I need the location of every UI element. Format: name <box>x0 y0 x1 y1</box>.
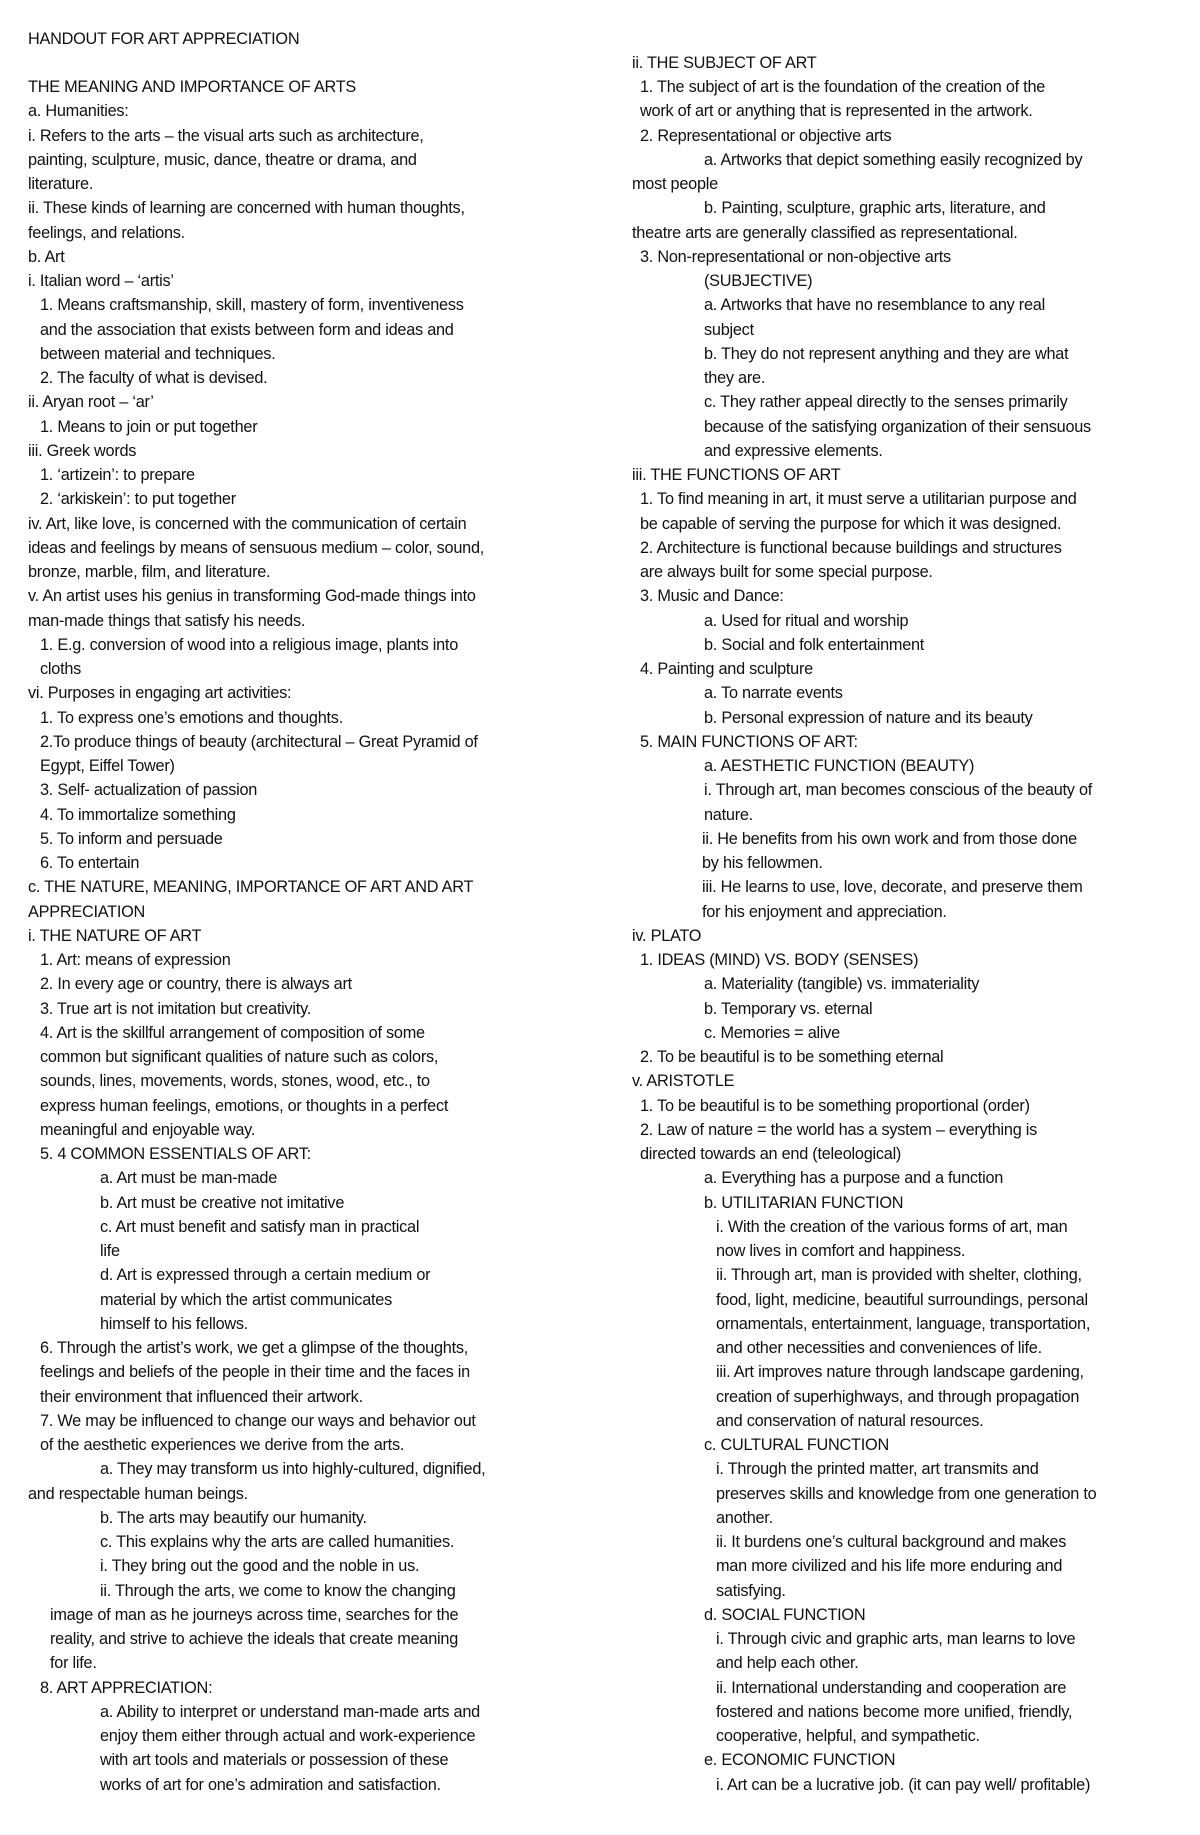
left-column-line-62: ii. Through the arts, we come to know the changing <box>100 1582 456 1600</box>
right-column-line-31: nature. <box>704 806 753 824</box>
left-column-line-33: c. THE NATURE, MEANING, IMPORTANCE OF ART AND ART <box>28 878 474 896</box>
right-column-line-58: i. Through the printed matter, art transmits and <box>716 1460 1039 1478</box>
right-column-line-8: 3. Non-representational or non-objective arts <box>640 248 951 266</box>
left-column-line-24: cloths <box>40 660 82 678</box>
right-column-line-36: iv. PLATO <box>632 927 702 945</box>
right-column-line-2: work of art or anything that is represented in the artwork. <box>640 102 1033 120</box>
left-column-line-21: v. An artist uses his genius in transforming God-made things into <box>28 587 476 605</box>
right-column-line-61: ii. It burdens one’s cultural background and makes <box>716 1533 1067 1551</box>
left-column-line-43: meaningful and enjoyable way. <box>40 1121 256 1139</box>
left-column-line-52: 6. Through the artist’s work, we get a glimpse of the thoughts, <box>40 1339 469 1357</box>
left-column-line-37: 2. In every age or country, there is always art <box>40 975 352 993</box>
left-column-line-20: bronze, marble, film, and literature. <box>28 563 271 581</box>
left-column-line-60: c. This explains why the arts are called humanities. <box>100 1533 455 1551</box>
right-column-line-55: creation of superhighways, and through propagation <box>716 1388 1080 1406</box>
left-column-line-10: and the association that exists between form and ideas and <box>40 321 454 339</box>
left-column-line-57: a. They may transform us into highly-cultured, dignified, <box>100 1460 486 1478</box>
right-column-line-42: v. ARISTOTLE <box>632 1072 735 1090</box>
right-column-line-9: (SUBJECTIVE) <box>704 272 813 290</box>
left-column-line-55: 7. We may be influenced to change our ways and behavior out <box>40 1412 476 1430</box>
right-column-line-16: and expressive elements. <box>704 442 883 460</box>
left-column-line-50: material by which the artist communicates <box>100 1291 392 1309</box>
right-column-line-20: 2. Architecture is functional because buildings and structures <box>640 539 1062 557</box>
left-column-line-47: c. Art must benefit and satisfy man in practical <box>100 1218 420 1236</box>
right-column-line-44: 2. Law of nature = the world has a system – everything is <box>640 1121 1038 1139</box>
left-column-line-35: i. THE NATURE OF ART <box>28 927 202 945</box>
left-column-line-30: 4. To immortalize something <box>40 806 236 824</box>
left-column-line-0: THE MEANING AND IMPORTANCE OF ARTS <box>28 78 357 96</box>
right-column-line-37: 1. IDEAS (MIND) VS. BODY (SENSES) <box>640 951 919 969</box>
left-column-line-2: i. Refers to the arts – the visual arts such as architecture, <box>28 127 424 145</box>
left-column-line-29: 3. Self- actualization of passion <box>40 781 258 799</box>
right-column-line-41: 2. To be beautiful is to be something eternal <box>640 1048 944 1066</box>
left-column-line-39: 4. Art is the skillful arrangement of composition of some <box>40 1024 425 1042</box>
right-column-line-43: 1. To be beautiful is to be something proportional (order) <box>640 1097 1030 1115</box>
right-column-line-18: 1. To find meaning in art, it must serve a utilitarian purpose and <box>640 490 1077 508</box>
left-column-line-23: 1. E.g. conversion of wood into a religious image, plants into <box>40 636 459 654</box>
right-column-line-25: 4. Painting and sculpture <box>640 660 813 678</box>
left-column-line-54: their environment that influenced their artwork. <box>40 1388 363 1406</box>
right-column-line-46: a. Everything has a purpose and a function <box>704 1169 1004 1187</box>
left-column-line-15: iii. Greek words <box>28 442 137 460</box>
right-column-line-15: because of the satisfying organization of their sensuous <box>704 418 1091 436</box>
left-column-line-8: i. Italian word – ‘artis’ <box>28 272 174 290</box>
left-column-line-36: 1. Art: means of expression <box>40 951 231 969</box>
right-column-line-71: i. Art can be a lucrative job. (it can pay well/ profitable) <box>716 1776 1091 1794</box>
right-column-line-49: now lives in comfort and happiness. <box>716 1242 966 1260</box>
left-column-line-16: 1. ‘artizein’: to prepare <box>40 466 195 484</box>
right-column-line-28: 5. MAIN FUNCTIONS OF ART: <box>640 733 858 751</box>
left-column-line-56: of the aesthetic experiences we derive from the arts. <box>40 1436 405 1454</box>
left-column-line-6: feelings, and relations. <box>28 224 185 242</box>
left-column-line-32: 6. To entertain <box>40 854 140 872</box>
right-column-line-0: ii. THE SUBJECT OF ART <box>632 54 817 72</box>
left-column-line-59: b. The arts may beautify our humanity. <box>100 1509 367 1527</box>
left-column-line-69: with art tools and materials or possession of these <box>100 1751 449 1769</box>
right-column-line-27: b. Personal expression of nature and its beauty <box>704 709 1033 727</box>
right-column-line-47: b. UTILITARIAN FUNCTION <box>704 1194 904 1212</box>
left-column-line-40: common but significant qualities of nature such as colors, <box>40 1048 439 1066</box>
left-column-line-11: between material and techniques. <box>40 345 276 363</box>
left-column-line-9: 1. Means craftsmanship, skill, mastery of form, inventiveness <box>40 296 464 314</box>
right-column-line-48: i. With the creation of the various forms of art, man <box>716 1218 1068 1236</box>
right-column-line-52: ornamentals, entertainment, language, transportation, <box>716 1315 1091 1333</box>
left-column-line-26: 1. To express one’s emotions and thoughts. <box>40 709 343 727</box>
right-column-line-1: 1. The subject of art is the foundation of the creation of the <box>640 78 1046 96</box>
left-column-line-7: b. Art <box>28 248 65 266</box>
left-column-line-28: Egypt, Eiffel Tower) <box>40 757 175 775</box>
left-column-line-12: 2. The faculty of what is devised. <box>40 369 268 387</box>
right-column-line-10: a. Artworks that have no resemblance to any real <box>704 296 1045 314</box>
right-column-line-29: a. AESTHETIC FUNCTION (BEAUTY) <box>704 757 975 775</box>
right-column-line-59: preserves skills and knowledge from one generation to <box>716 1485 1097 1503</box>
left-column-line-51: himself to his fellows. <box>100 1315 249 1333</box>
left-column-line-53: feelings and beliefs of the people in their time and the faces in <box>40 1363 470 1381</box>
right-column-line-45: directed towards an end (teleological) <box>640 1145 902 1163</box>
right-column-line-11: subject <box>704 321 754 339</box>
right-column-line-64: d. SOCIAL FUNCTION <box>704 1606 866 1624</box>
right-column-line-70: e. ECONOMIC FUNCTION <box>704 1751 896 1769</box>
right-column-line-32: ii. He benefits from his own work and from those done <box>702 830 1077 848</box>
right-column-line-6: b. Painting, sculpture, graphic arts, literature, and <box>704 199 1046 217</box>
right-column-line-12: b. They do not represent anything and they are what <box>704 345 1069 363</box>
right-column-line-7: theatre arts are generally classified as representational. <box>632 224 1018 242</box>
right-column-line-50: ii. Through art, man is provided with shelter, clothing, <box>716 1266 1082 1284</box>
right-column-line-17: iii. THE FUNCTIONS OF ART <box>632 466 841 484</box>
left-column-line-70: works of art for one’s admiration and satisfaction. <box>100 1776 441 1794</box>
right-column-line-66: and help each other. <box>716 1654 859 1672</box>
right-column-line-22: 3. Music and Dance: <box>640 587 784 605</box>
right-column-line-65: i. Through civic and graphic arts, man learns to love <box>716 1630 1076 1648</box>
right-column-line-63: satisfying. <box>716 1582 786 1600</box>
right-column-line-60: another. <box>716 1509 773 1527</box>
left-column-line-4: literature. <box>28 175 94 193</box>
left-column-line-67: a. Ability to interpret or understand man-made arts and <box>100 1703 480 1721</box>
right-column-line-5: most people <box>632 175 718 193</box>
left-column-line-18: iv. Art, like love, is concerned with the communication of certain <box>28 515 467 533</box>
left-column-line-5: ii. These kinds of learning are concerned with human thoughts, <box>28 199 465 217</box>
left-column-line-19: ideas and feelings by means of sensuous medium – color, sound, <box>28 539 485 557</box>
left-column-line-45: a. Art must be man-made <box>100 1169 278 1187</box>
right-column-line-23: a. Used for ritual and worship <box>704 612 909 630</box>
left-column-line-31: 5. To inform and persuade <box>40 830 223 848</box>
right-column-line-54: iii. Art improves nature through landscape gardening, <box>716 1363 1084 1381</box>
left-column-line-34: APPRECIATION <box>28 903 146 921</box>
left-column-line-14: 1. Means to join or put together <box>40 418 258 436</box>
right-column-line-35: for his enjoyment and appreciation. <box>702 903 947 921</box>
right-column-line-62: man more civilized and his life more enduring and <box>716 1557 1063 1575</box>
right-column-line-51: food, light, medicine, beautiful surroundings, personal <box>716 1291 1088 1309</box>
right-column-line-68: fostered and nations become more unified, friendly, <box>716 1703 1073 1721</box>
left-column-line-49: d. Art is expressed through a certain medium or <box>100 1266 431 1284</box>
left-column-line-61: i. They bring out the good and the noble in us. <box>100 1557 420 1575</box>
right-column-line-53: and other necessities and conveniences of life. <box>716 1339 1042 1357</box>
left-column-line-65: for life. <box>50 1654 97 1672</box>
right-column-line-3: 2. Representational or objective arts <box>640 127 892 145</box>
left-column-line-38: 3. True art is not imitation but creativity. <box>40 1000 312 1018</box>
left-column-line-64: reality, and strive to achieve the ideals that create meaning <box>50 1630 458 1648</box>
right-column-line-39: b. Temporary vs. eternal <box>704 1000 873 1018</box>
right-column-line-38: a. Materiality (tangible) vs. immateriality <box>704 975 980 993</box>
left-column-line-17: 2. ‘arkiskein’: to put together <box>40 490 236 508</box>
left-column-line-22: man-made things that satisfy his needs. <box>28 612 306 630</box>
left-column-line-68: enjoy them either through actual and work-experience <box>100 1727 476 1745</box>
right-column-line-57: c. CULTURAL FUNCTION <box>704 1436 889 1454</box>
left-column-line-46: b. Art must be creative not imitative <box>100 1194 345 1212</box>
left-column-line-42: express human feelings, emotions, or thoughts in a perfect <box>40 1097 449 1115</box>
handout-title: HANDOUT FOR ART APPRECIATION <box>28 30 300 48</box>
right-column-line-13: they are. <box>704 369 766 387</box>
left-column-line-48: life <box>100 1242 120 1260</box>
left-column-line-63: image of man as he journeys across time, searches for the <box>50 1606 459 1624</box>
right-column-line-4: a. Artworks that depict something easily recognized by <box>704 151 1083 169</box>
right-column-line-30: i. Through art, man becomes conscious of the beauty of <box>704 781 1093 799</box>
right-column-line-34: iii. He learns to use, love, decorate, and preserve them <box>702 878 1083 896</box>
left-column-line-58: and respectable human beings. <box>28 1485 248 1503</box>
right-column-line-56: and conservation of natural resources. <box>716 1412 984 1430</box>
right-column-line-21: are always built for some special purpose. <box>640 563 933 581</box>
right-column-line-24: b. Social and folk entertainment <box>704 636 925 654</box>
left-column-line-25: vi. Purposes in engaging art activities: <box>28 684 292 702</box>
left-column-line-27: 2.To produce things of beauty (architectural – Great Pyramid of <box>40 733 478 751</box>
left-column-line-13: ii. Aryan root – ‘ar’ <box>28 393 154 411</box>
left-column-line-41: sounds, lines, movements, words, stones, wood, etc., to <box>40 1072 430 1090</box>
left-column-line-1: a. Humanities: <box>28 102 129 120</box>
left-column-line-3: painting, sculpture, music, dance, theatre or drama, and <box>28 151 417 169</box>
right-column-line-26: a. To narrate events <box>704 684 843 702</box>
right-column-line-40: c. Memories = alive <box>704 1024 840 1042</box>
left-column-line-66: 8. ART APPRECIATION: <box>40 1679 213 1697</box>
right-column-line-69: cooperative, helpful, and sympathetic. <box>716 1727 980 1745</box>
right-column-line-67: ii. International understanding and cooperation are <box>716 1679 1067 1697</box>
right-column-line-19: be capable of serving the purpose for which it was designed. <box>640 515 1062 533</box>
right-column-line-33: by his fellowmen. <box>702 854 823 872</box>
right-column-line-14: c. They rather appeal directly to the senses primarily <box>704 393 1068 411</box>
left-column-line-44: 5. 4 COMMON ESSENTIALS OF ART: <box>40 1145 311 1163</box>
